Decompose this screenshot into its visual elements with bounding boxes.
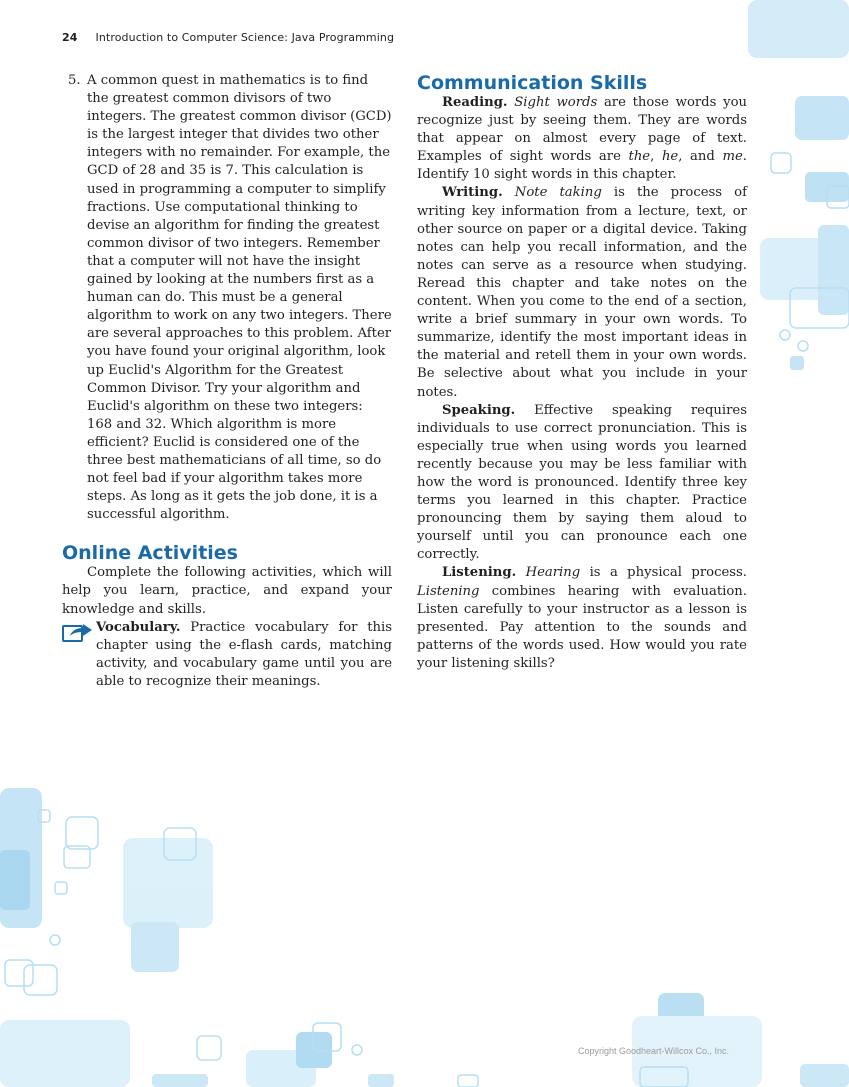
vocabulary-text: Practice vocabulary for this chapter using the e-flash cards, matching activity, and vocabulary game until you are able to recognize their meanings. <box>96 619 392 689</box>
speaking-text: Effective speaking requires individuals to use correct pronunciation. This is especially true when using words you learned recently because you may be less familiar with how the word is pronounced. Identify three key terms you learned in this chapter. Practice pronouncing them by saying them aloud to yourself until you can pronounce each one correctly. <box>417 402 747 563</box>
reading-term: Sight words <box>514 95 598 110</box>
sight-word-example-1: the <box>628 149 651 165</box>
listening-term-1: Hearing <box>525 565 581 581</box>
writing-term: Note taking <box>514 185 602 201</box>
writing-text: is the process of writing key information from a lecture, text, or other source on paper or a digital device. Taking notes can help you recall information, and the notes can serve as a resource when studying. Reread this chapter and take notes on the content. When you come to the end of a section, write a brief summary in your own words. To summarize, identify the most important ideas in the material and retell them in your own words. Be selective about what you include in your notes. <box>417 185 747 400</box>
listening-term-2: Listening <box>417 583 480 599</box>
item-number: 5. <box>68 73 81 88</box>
reading-text-2: . Identify 10 sight words in this chapter. <box>417 149 747 183</box>
listening-text-2: combines hearing with evaluation. Listen carefully to your instructor as a lesson is presented. Pay attention to the sounds and patterns of the words used. How would you rate your listening skills? <box>417 583 747 671</box>
listening-text-1: is a physical process. <box>580 565 747 581</box>
running-header <box>62 31 394 44</box>
right-column <box>417 72 747 673</box>
writing-label: Writing. <box>442 185 503 201</box>
sight-word-example-2: he <box>661 149 679 165</box>
writing-paragraph <box>417 184 747 401</box>
writing-space <box>503 185 515 200</box>
vocabulary-activity <box>62 619 392 691</box>
left-column <box>62 72 392 691</box>
communication-skills-heading: Communication Skills <box>417 72 648 94</box>
sight-word-example-3: me <box>722 149 743 165</box>
listening-label: Listening. <box>442 565 517 581</box>
book-title: Introduction to Computer Science: Java Programming <box>95 31 395 44</box>
speaking-label: Speaking. <box>442 402 516 418</box>
online-activities-heading: Online Activities <box>62 542 238 565</box>
listening-space <box>516 565 525 580</box>
listening-paragraph <box>417 564 747 673</box>
online-intro: Complete the following activities, which will help you learn, practice, and expand your knowledge and skills. <box>62 565 392 617</box>
item-text: A common quest in mathematics is to find the greatest common divisors of two integers. The greatest common divisor (GCD) is the largest integer that divides two other integers with no remainder. For example, the GCD of 28 and 35 is 7. This calculation is used in programming a computer to simplify fractions. Use computational thinking to devise an algorithm for finding the greatest common divisor of two integers. Remember that a computer will not have the insight gained by looking at the numbers first as a human can do. This must be a general algorithm to work on any two integers. There are several approaches to this problem. After you have found your original algorithm, look up Euclid's Algorithm for the Greatest Common Divisor. Try your algorithm and Euclid's algorithm on these two integers: 168 and 32. Which algorithm is more efficient? Euclid is considered one of the three best mathematicians of all time, so do not feel bad if your algorithm takes more steps. As long as it gets the job done, it is a successful algorithm. <box>87 73 392 523</box>
reading-sep-1: , <box>650 149 662 165</box>
reading-paragraph <box>417 94 747 184</box>
share-arrow-icon[interactable] <box>62 621 94 643</box>
reading-sep-2: , and <box>678 149 723 165</box>
vocabulary-label: Vocabulary. <box>96 619 181 635</box>
speaking-paragraph <box>417 402 747 565</box>
reading-label: Reading. <box>442 95 508 110</box>
page-number: 24 <box>62 31 78 44</box>
copyright-notice: Copyright Goodheart-Willcox Co., Inc. <box>578 1046 730 1056</box>
list-item <box>62 72 392 524</box>
reading-text-1: are those words you recognize just by seeing them. They are words that appear on almost every page of text. Examples of sight words are <box>417 95 747 165</box>
